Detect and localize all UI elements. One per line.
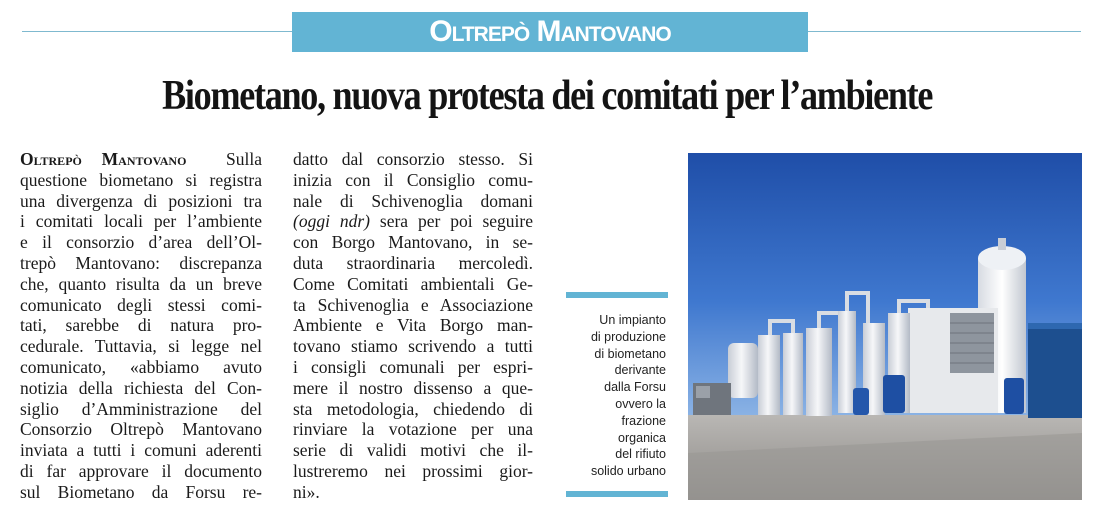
column-line: Consorzio Oltrepò Mantovano (20, 419, 262, 440)
headline: Biometano, nuova protesta dei comitati per l’ambiente (162, 73, 933, 119)
column-line: nale di Schivenoglia domani (293, 190, 533, 211)
photo-caption-box (566, 292, 668, 499)
column-line: sul Biometano da Forsu re- (20, 481, 262, 502)
column-line: i comitati locali per l’ambiente (20, 211, 262, 232)
column-line: di far approvare il documento (20, 460, 262, 481)
caption-line: di produzione (590, 329, 666, 344)
column-line: Come Comitati ambientali Ge- (293, 273, 533, 294)
header-rule-right (808, 31, 1081, 32)
column-line: tovano stiamo scrivendo a tutti (293, 336, 533, 357)
column-line (20, 149, 262, 170)
caption-line: solido urbano (590, 464, 666, 479)
section-banner (292, 12, 808, 52)
column-line: e il consorzio d’area dell’Ol- (20, 232, 262, 253)
article-column-2 (293, 149, 533, 503)
column-line: ta Schivenoglia e Associazione (293, 294, 533, 315)
photo-caption (566, 312, 666, 480)
column-line: sta metodologia, chiedendo di (293, 398, 533, 419)
column-line: ni». (293, 481, 320, 502)
column-text: Sulla (226, 149, 263, 169)
column-line: cedurale. Tuttavia, si legge nel (20, 336, 262, 357)
editor-note: (oggi ndr) (293, 211, 370, 232)
caption-line: di biometano (594, 346, 666, 361)
column-line: notizia della richiesta del Con- (20, 377, 262, 398)
caption-top-bar (566, 292, 668, 298)
caption-bottom-bar (566, 491, 668, 497)
caption-line: frazione (621, 413, 666, 428)
column-line: questione biometano si registra (20, 169, 262, 190)
caption-line: Un impianto (599, 313, 666, 327)
column-line: serie di validi motivi che il- (293, 440, 533, 461)
column-line: mere il nostro dissenso a que- (293, 377, 533, 398)
column-line: con Borgo Mantovano, in se- (293, 232, 533, 253)
column-line: lustreremo nei prossimi gior- (293, 460, 533, 481)
column-line: comunicato, «abbiamo avuto (20, 356, 262, 377)
caption-line: dalla Forsu (604, 380, 666, 395)
column-line: che, quanto risulta da un breve (20, 273, 262, 294)
section-title: Oltrepò Mantovano (429, 15, 671, 48)
column-line: una divergenza di posizioni tra (20, 190, 262, 211)
caption-line: del rifiuto (615, 447, 666, 462)
biomethane-plant-photo (688, 153, 1082, 500)
column-line: inviata a tutti i comuni aderenti (20, 440, 262, 461)
column-line: datto dal consorzio stesso. Si (293, 149, 533, 169)
header-rule-left (22, 31, 292, 32)
column-line: comunicato degli stessi comi- (20, 294, 262, 315)
dateline: Oltrepò Mantovano (20, 149, 187, 169)
plant-illustration (688, 153, 1082, 500)
article-column-1 (20, 149, 262, 503)
column-line: inizia con il Consiglio comu- (293, 169, 533, 190)
column-line: tati, sarebbe di natura pro- (20, 315, 262, 336)
column-line: i consigli comunali per espri- (293, 356, 533, 377)
column-text: sera per poi seguire (379, 211, 534, 232)
column-line: rinviare la votazione per una (293, 419, 533, 440)
column-line: siglio d’Amministrazione del (20, 398, 262, 419)
column-line: Ambiente e Vita Borgo man- (293, 315, 533, 336)
caption-line: derivante (614, 363, 666, 378)
caption-line: organica (618, 430, 666, 445)
column-line (293, 211, 533, 232)
caption-line: ovvero la (615, 396, 666, 411)
column-line: trepò Mantovano: discrepanza (20, 252, 262, 273)
column-line: duta straordinaria mercoledì. (293, 252, 533, 273)
